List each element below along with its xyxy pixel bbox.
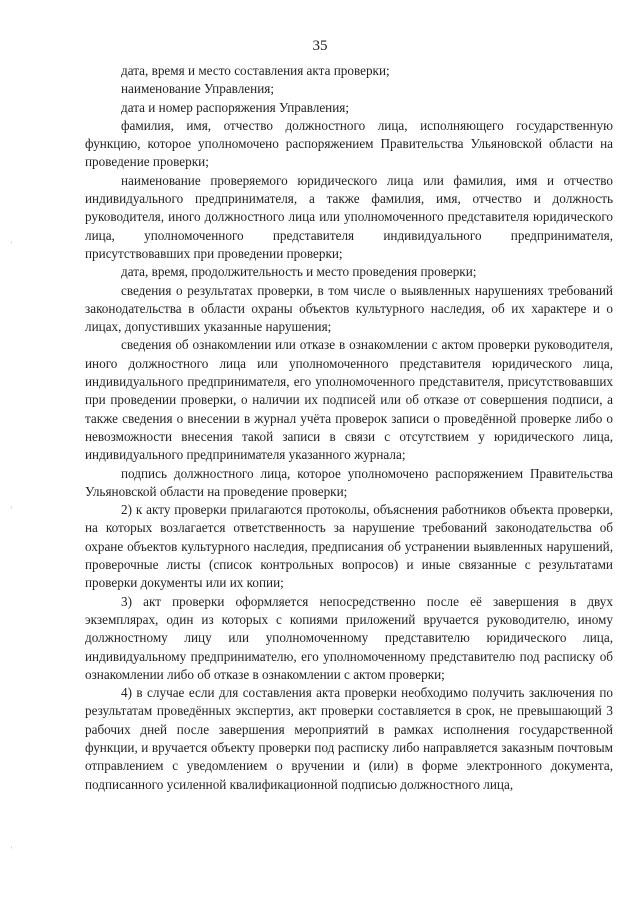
paragraph-5: наименование проверяемого юридического лица или фамилия, имя и отчество индивидуального предпринимателя, а также фамилия, имя, отчество и должность руководителя, иного должностного лица или уполномоченного представителя юридического лица, уполномоченного представителя индивидуального предпринимателя, присутствовавших при проведении проверки;: [85, 172, 613, 261]
paragraph-8: сведения об ознакомлении или отказе в ознакомлении с актом проверки руководителя, иного должностного лица или уполномоченного представителя юридического лица, индивидуального предпринимателя, его уполномоченного представителя, присутствовавших при проведении проверки, о наличии их подписей или об отказе от совершения подписи, а также сведения о внесении в журнал учёта проверок записи о проведённой проверке либо о невозможности внесения такой записи в связи с отсутствием у юридического лица, индивидуального предпринимателя указанного журнала;: [85, 337, 613, 463]
paragraph-12: 4) в случае если для составления акта проверки необходимо получить заключения по результатам проведённых экспертиз, акт проверки составляется в срок, не превышающий 3 рабочих дней после завершения мероприятий в рамках исполнения государственной функции, и вручается объекту проверки под расписку либо направляется заказным почтовым отправлением с уведомлением о вручении и (или) в форме электронного документа, подписанного усиленной квалификационной подписью должностного лица,: [85, 685, 613, 792]
page-number: 35: [312, 38, 328, 54]
paragraph-1: дата, время и место составления акта проверки;: [121, 63, 390, 78]
paragraph-10: 2) к акту проверки прилагаются протоколы, объяснения работников объекта проверки, на которых возлагается ответственность за нарушение требований законодательства об охране объектов культурного наследия, предписания об устранении выявленных нарушений, проверочные листы (список контрольных вопросов) и иные связанные с результатами проверки документы или их копии;: [85, 502, 613, 591]
paragraph-3: дата и номер распоряжения Управления;: [121, 99, 350, 115]
document-body: [85, 62, 613, 794]
paragraph-6: дата, время, продолжительность и место проведения проверки;: [121, 264, 477, 280]
paragraph-4: фамилия, имя, отчество должностного лица, исполняющего государственную функцию, которое уполномочено распоряжением Правительства Ульяновской области на проведение проверки;: [85, 117, 613, 170]
scan-speck: ʼ: [10, 240, 13, 249]
scan-speck: ʼ: [10, 505, 13, 514]
scan-speck: ʼ: [10, 845, 13, 854]
paragraph-11: 3) акт проверки оформляется непосредственно после её завершения в двух экземплярах, один из которых с копиями приложений вручается руководителю, иному должностному лицу или уполномоченному представителю юридического лица, индивидуальному предпринимателю, его уполномоченному представителю под расписку об ознакомлении либо об отказе в ознакомлении с актом проверки;: [85, 593, 613, 682]
paragraph-9: подпись должностного лица, которое уполномочено распоряжением Правительства Ульяновской области на проведение проверки;: [85, 465, 613, 499]
paragraph-2: наименование Управления;: [121, 81, 275, 97]
paragraph-7: сведения о результатах проверки, в том числе о выявленных нарушениях требований законодательства в области охраны объектов культурного наследия, об их характере и о лицах, допустивших указанные нарушения;: [85, 282, 613, 335]
